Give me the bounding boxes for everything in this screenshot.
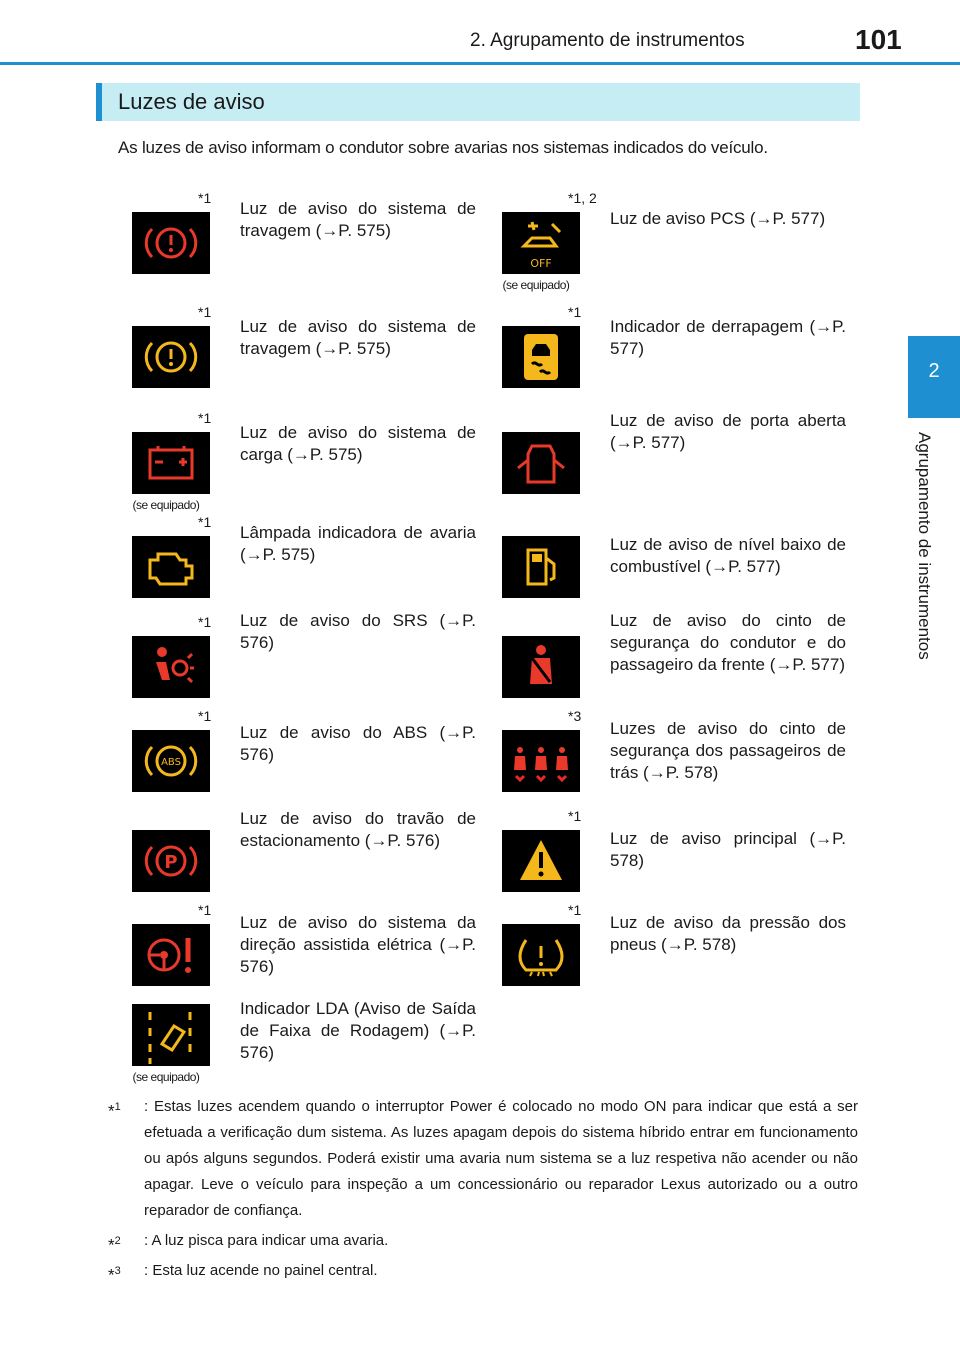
parking-brake-icon [132,830,210,892]
footnote-mark: *$^1$ [108,1101,121,1121]
abs-icon [132,730,210,792]
warning-light-item [122,802,494,898]
footnote-3 [108,1258,858,1284]
srs-airbag-icon [132,636,210,698]
brake-system-yellow-icon [132,326,210,388]
battery-charge-icon [132,432,210,494]
brake-system-red-icon [132,212,210,274]
section-intro: As luzes de aviso informam o condutor sobre avarias nos sistemas indicados do veículo. [118,138,768,157]
warning-light-description: Indicador de derrapagem (→P. 577) [610,317,846,358]
chapter-tab-number: 2 [928,360,940,382]
pcs-off-icon [502,212,580,274]
warning-light-item [122,994,494,1090]
warning-light-description: Luz de aviso do SRS (→P. 576) [240,611,476,652]
warning-light-description: Luz de aviso do sistema de travagem (→P. 575) [240,199,476,240]
equipment-note: (se equipado) [502,278,570,292]
equipment-note: (se equipado) [132,1070,200,1084]
warning-light-item [122,512,494,608]
chapter-tab [908,336,960,418]
warning-light-description: Luz de aviso do sistema da direção assistida elétrica (→P. 576) [240,913,476,976]
warning-light-item [492,802,864,898]
warning-light-item [122,188,494,284]
warning-light-item [492,706,864,802]
fuel-pump-icon [502,536,580,598]
footnote-text: : Estas luzes acendem quando o interruptor Power é colocado no modo ON para indicar que está a ser efetuada a verificação dum sistema. As luzes apagam depois do sistema híbrido entrar em funcionamento ou após alguns segundos. Poderá existir uma avaria num sistema se a luz respetiva não acender ou não apagar. Leve o veículo para inspeção a um concessionário ou reparador Lexus autorizado ou a outro reparador de confiança. [144,1098,858,1219]
warning-light-item [492,188,864,292]
warning-light-description: Indicador LDA (Aviso de Saída de Faixa de Rodagem) (→P. 576) [240,999,476,1062]
footnote-2 [108,1228,858,1254]
warning-light-item [492,898,864,994]
footnote-reference: *3 [568,708,582,724]
warning-light-description: Luz de aviso de porta aberta (→P. 577) [610,411,846,452]
warning-light-description: Luz de aviso do travão de estacionamento (→P. 576) [240,809,476,850]
door-open-icon [502,432,580,494]
warning-light-item [492,512,864,608]
warning-light-description: Luz de aviso de nível baixo de combustível (→P. 577) [610,535,846,576]
warning-light-description: Lâmpada indicadora de avaria (→P. 575) [240,523,476,564]
footnote-reference: *1 [198,304,212,320]
tire-pressure-icon [502,924,580,986]
lane-departure-icon [132,1004,210,1066]
warning-light-description: Luz de aviso da pressão dos pneus (→P. 578) [610,913,846,954]
chapter-tab-label: Agrupamento de instrumentos [915,432,934,660]
warning-light-description: Luzes de aviso do cinto de segurança dos passageiros de trás (→P. 578) [610,719,846,782]
seatbelt-icon [502,636,580,698]
section-title: Luzes de aviso [118,89,265,114]
footnote-reference: *1 [198,902,212,918]
footnote-reference: *1 [198,410,212,426]
slip-indicator-icon [502,326,580,388]
power-steering-icon [132,924,210,986]
footnote-mark: *$^3$ [108,1265,121,1285]
warning-light-item [492,610,864,706]
section-heading [96,83,860,121]
warning-light-item [122,706,494,802]
footnote-reference: *1 [198,614,212,630]
footnote-reference: *1 [568,304,582,320]
footnote-text: : A luz pisca para indicar uma avaria. [144,1232,389,1249]
svg-text:OFF: OFF [530,257,552,270]
warning-light-item [122,302,494,398]
footnote-text: : Esta luz acende no painel central. [144,1262,378,1279]
warning-light-item [122,404,494,512]
master-warning-icon [502,830,580,892]
footnote-1 [108,1094,858,1224]
check-engine-icon [132,536,210,598]
warning-light-item [492,404,864,500]
footnote-reference: *1 [198,708,212,724]
equipment-note: (se equipado) [132,498,200,512]
page-number: 101 [855,24,902,55]
footnote-reference: *1 [198,190,212,206]
chapter-title: 2. Agrupamento de instrumentos [470,30,745,51]
footnote-reference: *1 [568,808,582,824]
header-rule [0,62,960,65]
warning-light-description: Luz de aviso do cinto de segurança do condutor e do passageiro da frente (→P. 577) [610,611,846,674]
svg-text:ABS: ABS [161,757,181,768]
warning-light-description: Luz de aviso principal (→P. 578) [610,829,846,870]
rear-seatbelt-icon [502,730,580,792]
footnotes [108,1094,858,1288]
warning-light-description: Luz de aviso do sistema de carga (→P. 575) [240,423,476,464]
footnote-reference: *1 [568,902,582,918]
svg-text:P: P [164,852,178,873]
footnote-mark: *$^2$ [108,1235,121,1255]
footnote-reference: *1, 2 [568,190,597,206]
warning-light-item [122,610,494,706]
warning-light-item [122,898,494,994]
warning-light-item [492,302,864,398]
warning-light-description: Luz de aviso do ABS (→P. 576) [240,723,476,764]
footnote-reference: *1 [198,514,212,530]
warning-light-description: Luz de aviso PCS (→P. 577) [610,209,826,228]
warning-light-description: Luz de aviso do sistema de travagem (→P. 575) [240,317,476,358]
